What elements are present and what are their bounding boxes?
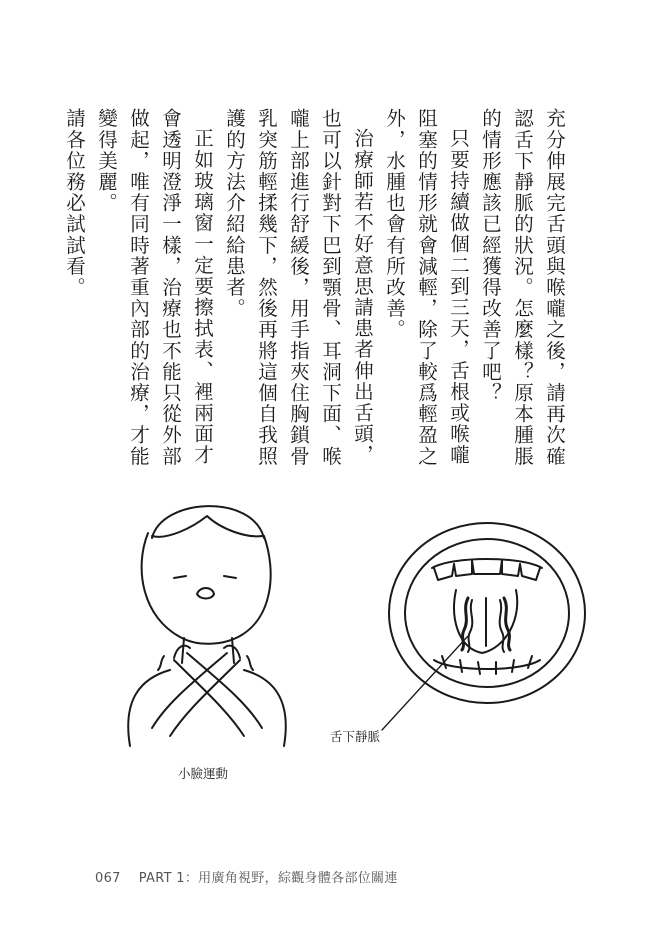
chapter-title: PART 1：用廣角視野，綜觀身體各部位關連 [138, 871, 398, 886]
page-number: 067 [95, 871, 121, 886]
paragraph-3: 治療師若不好意思請患者伸出舌頭，也可以針對下巴到顎骨、耳洞下面、喉嚨上部進行舒緩後，用手指夾住胸鎖骨乳突筋輕揉幾下，然後再將這個自我照護的方法介紹給患者。 [223, 108, 374, 467]
face-exercise-illustration [112, 478, 302, 748]
paragraph-2: 只要持續做個二到三天，舌根或喉嚨阻塞的情形就會減輕，除了較爲輕盈之外，水腫也會有所改善。 [383, 108, 470, 467]
body-text [63, 108, 570, 468]
page-footer [95, 867, 416, 886]
mouth-caption: 舌下靜脈 [330, 729, 381, 744]
face-caption: 小臉運動 [178, 766, 229, 781]
mouth-illustration [372, 518, 602, 738]
paragraph-4: 正如玻璃窗一定要擦拭表、裡兩面才會透明澄淨一樣，治療也不能只從外部做起，唯有同時著重內部的治療，才能變得美麗。 [95, 108, 214, 467]
paragraph-1: 充分伸展完舌頭與喉嚨之後，請再次確認舌下靜脈的狀況。怎麼樣？原本腫脹的情形應該已經獲得改善了吧？ [479, 108, 566, 467]
paragraph-5: 請各位務必試試看。 [63, 108, 86, 298]
